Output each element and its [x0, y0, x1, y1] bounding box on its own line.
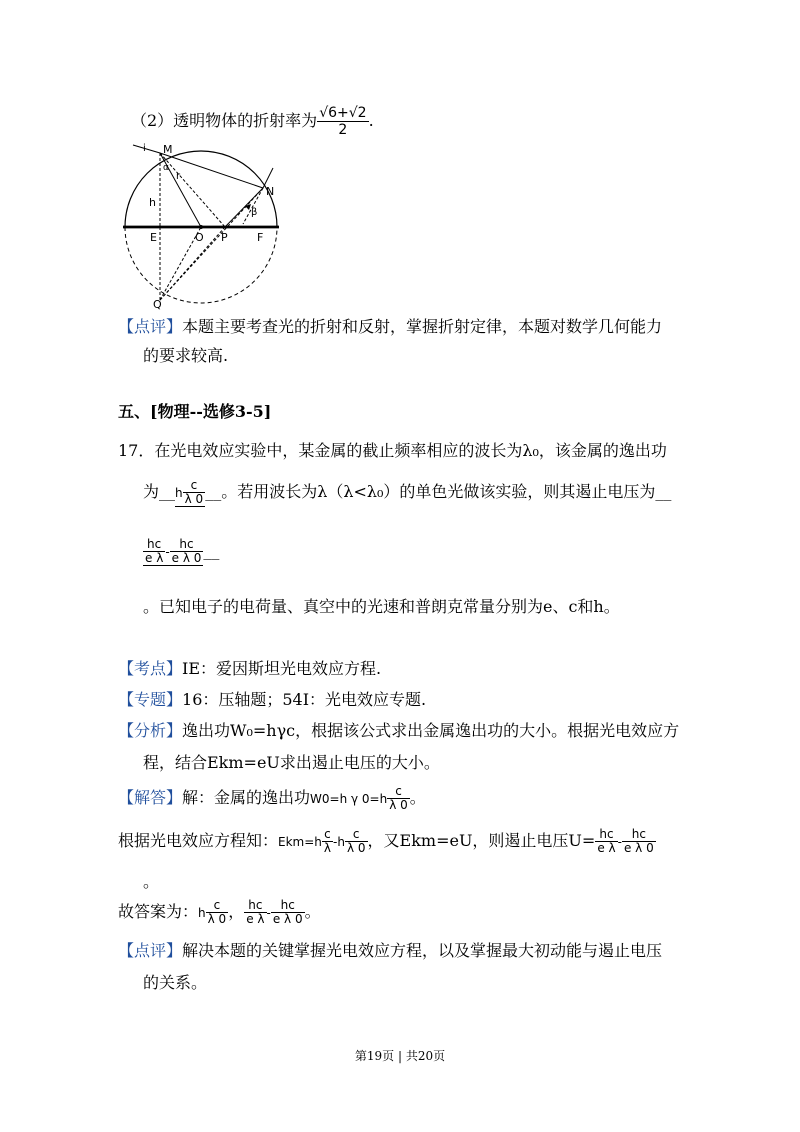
q17-line4: 。已知电子的电荷量、真空中的光速和普朗克常量分别为e、c和h。 [143, 597, 620, 616]
equation-line [118, 828, 656, 855]
frac-numerator: hc [147, 537, 162, 551]
eq-pre: 根据光电效应方程知： [118, 831, 279, 850]
part2-line [131, 105, 374, 138]
frac-numerator: hc [599, 827, 614, 841]
fenxi-line2: 程，结合Ekm=eU求出遏止电压的大小。 [143, 753, 440, 772]
frac-numerator: √6+√2 [319, 105, 367, 121]
eq-ekm: Ekm=h [278, 835, 322, 849]
answer-pre: 故答案为： [118, 902, 199, 921]
eq-minus: -h [333, 835, 345, 849]
dashed-qn [160, 188, 263, 300]
answer-h: h [198, 906, 206, 920]
section5-title: 五、[物理--选修3-5] [118, 402, 272, 421]
frac-numerator: c [324, 827, 331, 841]
answer-frac1 [206, 899, 229, 926]
review2-tag: 【点评】 [118, 941, 183, 960]
label-p: P [221, 231, 228, 244]
incident-ray [133, 145, 160, 153]
zhuanti-tag: 【专题】 [118, 690, 183, 709]
fenxi-line1 [118, 721, 679, 741]
q17-line3 [143, 538, 219, 566]
review1-tag: 【点评】 [118, 317, 183, 336]
jieda-line [118, 785, 426, 812]
label-n: N [266, 185, 275, 198]
label-r: r [176, 171, 181, 182]
eq-minus2: - [617, 835, 622, 849]
answer-frac2 [244, 899, 266, 926]
frac-denominator: λ [323, 841, 332, 855]
frac-denominator: λ 0 [184, 492, 204, 506]
point-o [199, 225, 203, 229]
jieda-pre: 解：金属的逸出功 [182, 788, 311, 807]
review1-line1 [118, 317, 662, 337]
label-m: M [163, 143, 173, 156]
kaodian-tag: 【考点】 [118, 659, 183, 678]
jieda-formula: W0=h γ 0=h [310, 792, 388, 806]
label-beta: β [251, 207, 258, 218]
label-i: i [143, 143, 146, 154]
label-q: Q [153, 298, 162, 310]
frac-denominator: 2 [317, 121, 368, 138]
q17-answer1 [175, 479, 205, 507]
frac-denominator: e λ 0 [272, 912, 303, 926]
label-f: F [257, 231, 264, 244]
q17-mid: __。若用波长为λ（λ<λ₀）的单色光做该实验，则其遏止电压为__ [205, 482, 672, 501]
answer-comma: ， [228, 902, 245, 921]
review2-line1 [118, 941, 662, 961]
answer-line [118, 899, 321, 926]
kaodian-line [118, 659, 381, 679]
eq-frac1 [322, 828, 333, 855]
q17-answer1-h: h [175, 486, 183, 500]
period-line: 。 [143, 872, 160, 891]
frac-numerator: c [213, 898, 221, 912]
fenxi-text1: 逸出功W₀=hγc，根据该公式求出金属逸出功的大小。根据光电效应方 [182, 721, 680, 740]
zhuanti-line [118, 690, 426, 710]
jieda-tail: 。 [409, 788, 426, 807]
frac-denominator: e λ 0 [623, 841, 654, 855]
label-o: O [195, 231, 204, 244]
answer-frac3 [271, 899, 305, 926]
review1-text1: 本题主要考查光的折射和反射，掌握折射定律，本题对数学几何能力 [182, 317, 663, 336]
frac-denominator: e λ 0 [171, 551, 202, 565]
review2-text1: 解决本题的关键掌握光电效应方程，以及掌握最大初动能与遏止电压 [182, 941, 663, 960]
jieda-tag: 【解答】 [118, 788, 183, 807]
frac-numerator: hc [179, 537, 194, 551]
answer-minus: - [266, 906, 271, 920]
frac-denominator: λ 0 [346, 841, 366, 855]
label-alpha: α [163, 163, 169, 173]
q17-line3-tail: __ [203, 541, 220, 560]
frac-numerator: hc [631, 827, 646, 841]
label-h: h [149, 196, 156, 209]
frac-denominator: e λ [597, 841, 616, 855]
jieda-frac [387, 785, 410, 812]
part2-tail: . [368, 111, 374, 130]
eq-frac4 [622, 828, 656, 855]
kaodian-text: IE：爱因斯坦光电效应方程. [182, 659, 382, 678]
part2-label: （2）透明物体的折射率为 [131, 111, 318, 130]
eq-frac2 [345, 828, 368, 855]
q17-line2 [143, 479, 671, 507]
fenxi-tag: 【分析】 [118, 721, 183, 740]
q17-answer2 [143, 538, 203, 566]
review2-line2: 的关系。 [143, 973, 208, 992]
eq-frac3 [595, 828, 617, 855]
dashed-qp [160, 227, 225, 300]
frac-numerator: c [190, 478, 198, 492]
minus-sign: - [165, 545, 170, 559]
review1-line2: 的要求较高. [143, 346, 229, 365]
answer-tail: 。 [304, 902, 321, 921]
page-footer: 第19页 | 共20页 [354, 1049, 446, 1063]
q17-line1: 17．在光电效应实验中，某金属的截止频率相应的波长为λ₀，该金属的逸出功 [118, 441, 667, 460]
optics-figure [115, 140, 290, 310]
label-e: E [150, 231, 157, 244]
frac-numerator: c [352, 827, 360, 841]
q17-answer2-frac1 [143, 538, 165, 565]
frac-denominator: λ 0 [389, 798, 408, 812]
frac-denominator: e λ [145, 551, 164, 565]
q17-answer2-frac2 [170, 538, 204, 565]
frac-numerator: c [395, 784, 402, 798]
refraction-index-fraction [317, 105, 368, 138]
frac-numerator: hc [248, 898, 263, 912]
q17-answer1-frac [183, 479, 206, 506]
frac-denominator: λ 0 [207, 912, 227, 926]
frac-denominator: e λ [246, 912, 265, 926]
eq-mid: ，又Ekm=eU，则遏止电压U= [367, 831, 596, 850]
q17-pre: 为__ [143, 482, 176, 501]
frac-numerator: hc [280, 898, 295, 912]
zhuanti-text: 16：压轴题；54I：光电效应专题. [182, 690, 427, 709]
